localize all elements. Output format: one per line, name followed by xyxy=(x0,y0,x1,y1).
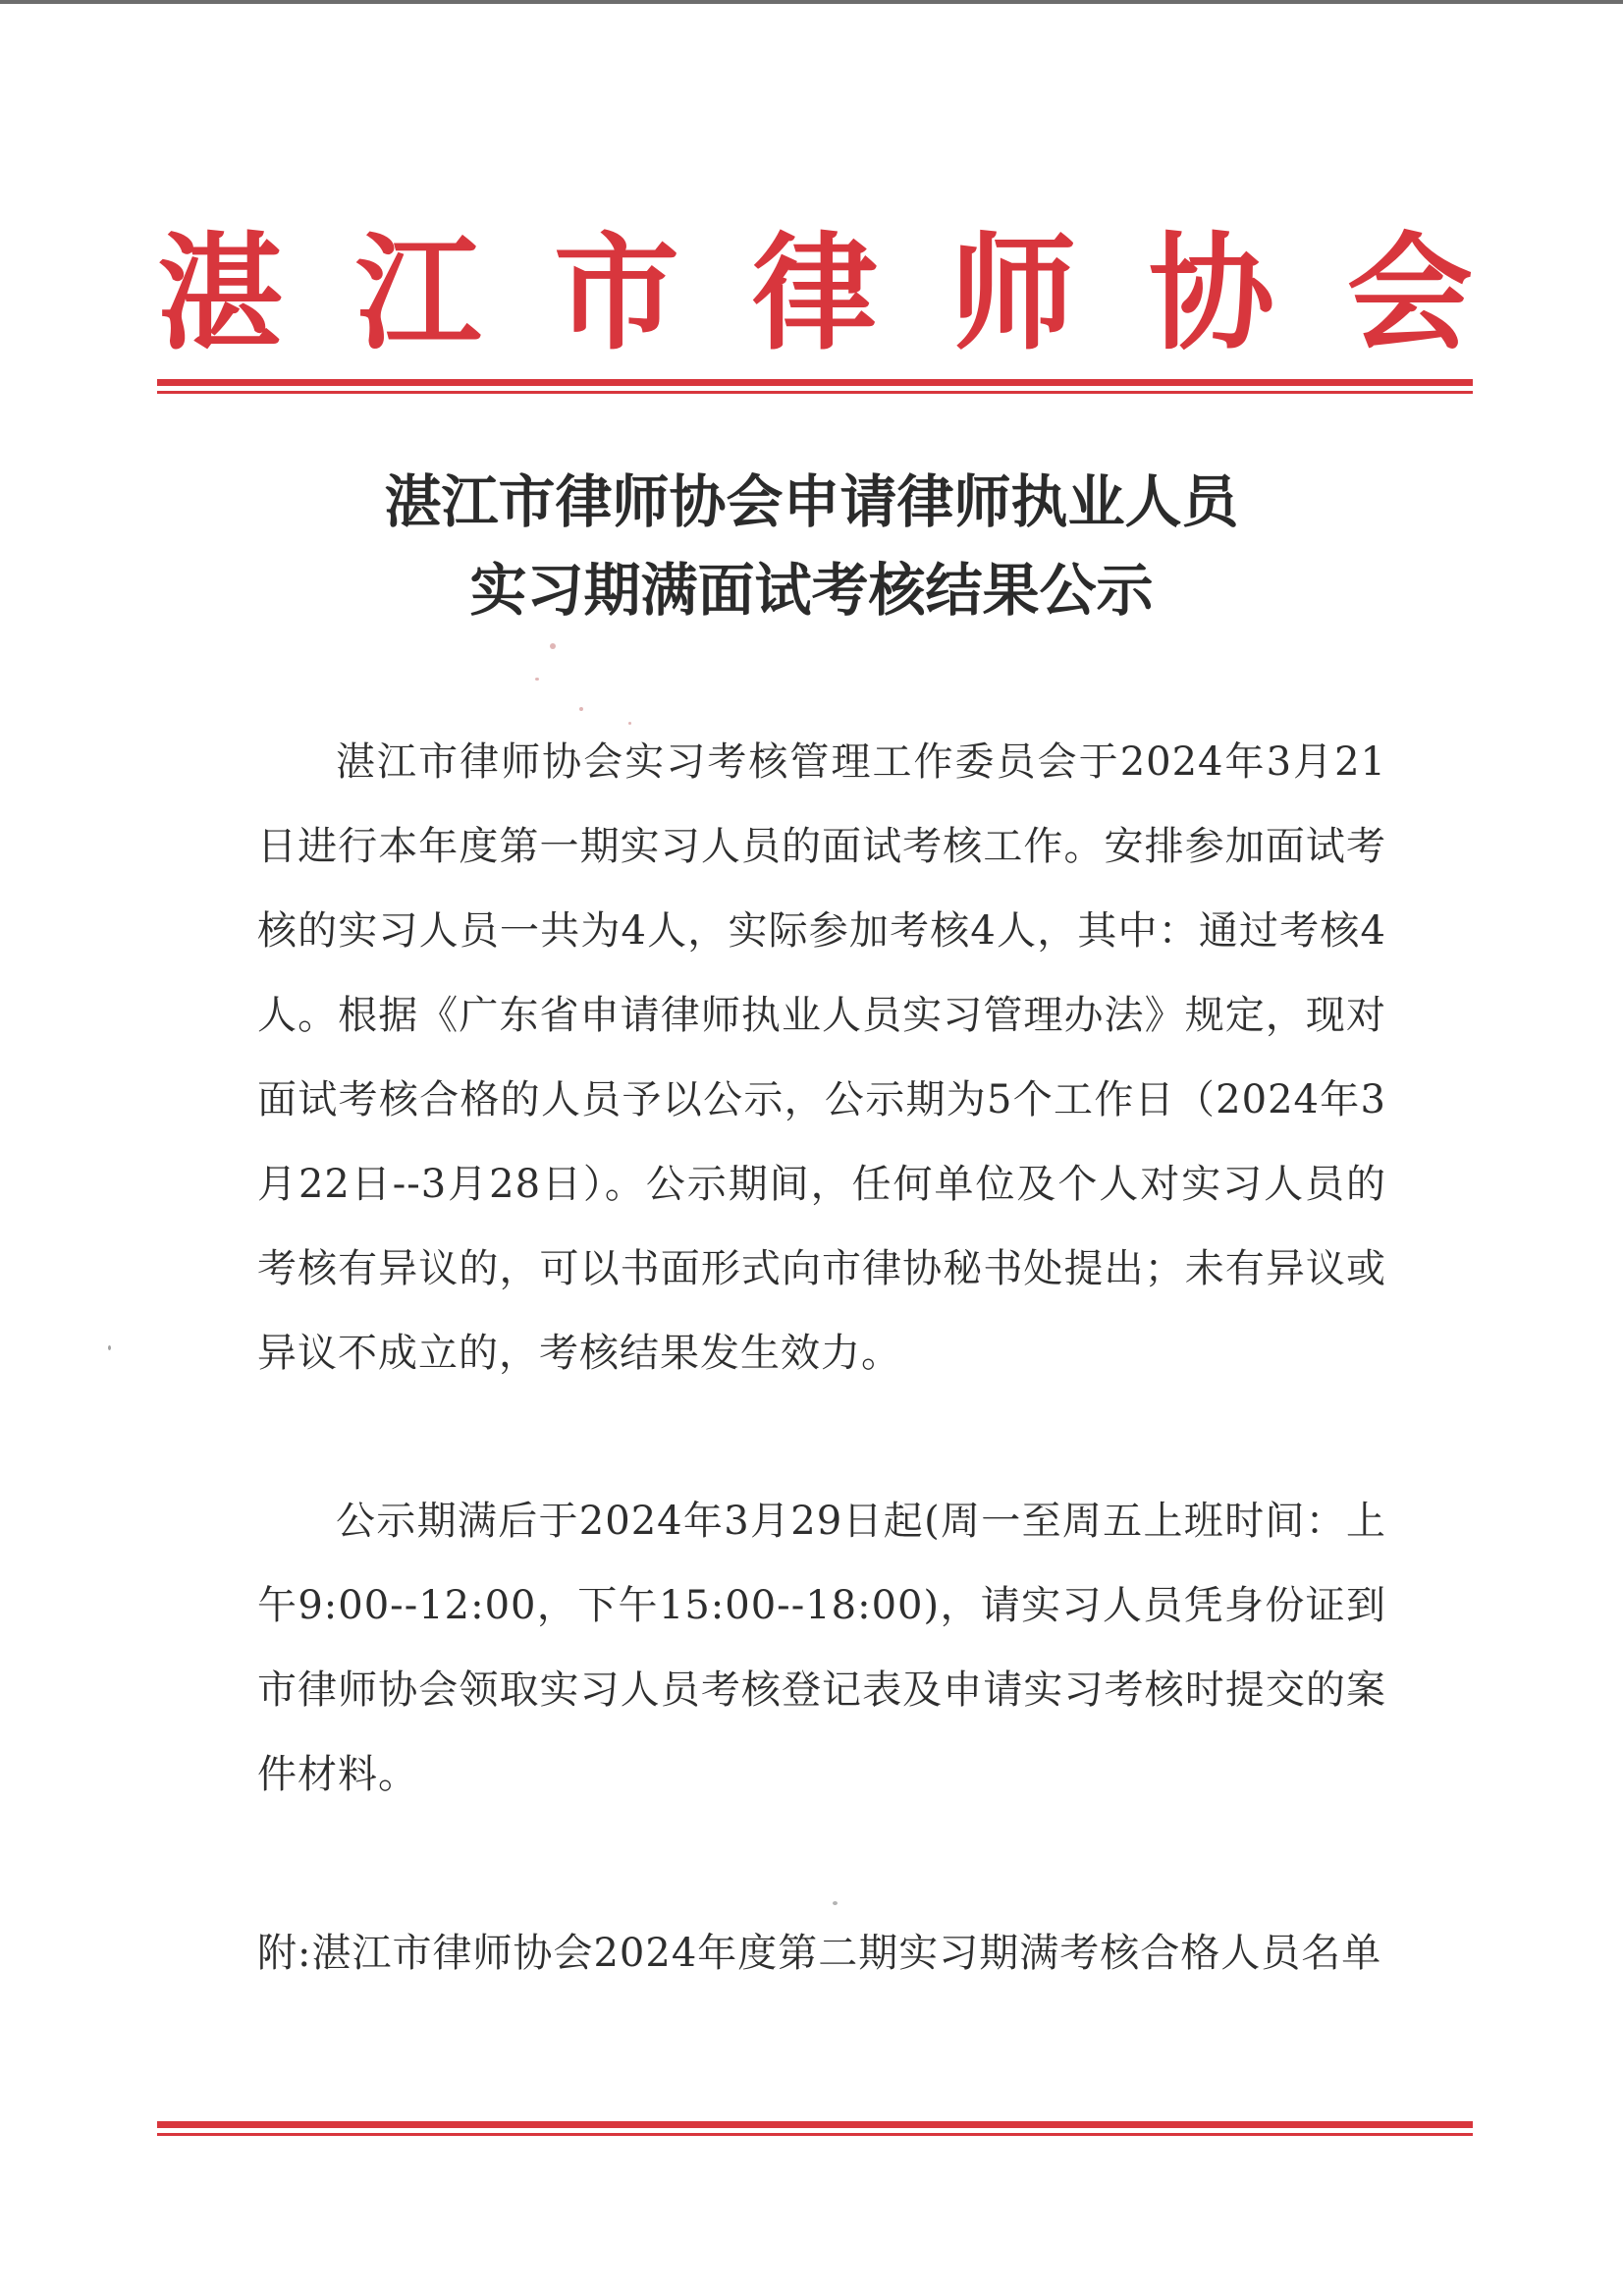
letterhead-divider xyxy=(157,379,1473,394)
paragraph-text: 公示期满后于2024年3月29日起(周一至周五上班时间：上午9:00--12:00，下午15:00--18:00)，请实习人员凭身份证到市律师协会领取实习人员考核登记表及申请实习考核时提交的案件材料。 xyxy=(257,1499,1386,1797)
attachment-note xyxy=(257,1911,1386,1995)
scan-speck xyxy=(550,643,556,649)
body-paragraph-1 xyxy=(257,720,1386,1395)
scan-speck xyxy=(108,1345,111,1350)
letterhead-title xyxy=(157,211,1473,378)
document-title-line-2: 实习期满面试考核结果公示 xyxy=(469,557,1154,624)
letterhead-char: 师 xyxy=(949,221,1076,367)
document-title-line-1: 湛江市律师协会申请律师执业人员 xyxy=(384,468,1239,535)
letterhead-char: 江 xyxy=(354,221,481,367)
paragraph-text: 湛江市律师协会实习考核管理工作委员会于2024年3月21日进行本年度第一期实习人员的面试考核工作。安排参加面试考核的实习人员一共为4人，实际参加考核4人，其中：通过考核4人。根据《广东省申请律师执业人员实习管理办法》规定，现对面试考核合格的人员予以公示，公示期为5个工作日（2024年3月22日--3月28日）。公示期间，任何单位及个人对实习人员的考核有异议的，可以书面形式向市律协秘书处提出；未有异议或异议不成立的，考核结果发生效力。 xyxy=(257,739,1386,1376)
scan-speck xyxy=(535,678,539,681)
scan-top-edge xyxy=(0,0,1623,4)
scan-speck xyxy=(579,707,583,711)
letterhead-char: 协 xyxy=(1148,221,1274,367)
attachment-text: 附:湛江市律师协会2024年度第二期实习期满考核合格人员名单 xyxy=(257,1931,1382,1976)
letterhead-char: 会 xyxy=(1346,221,1473,367)
letterhead-char: 律 xyxy=(751,221,878,367)
letterhead-char: 市 xyxy=(553,221,679,367)
footer-divider xyxy=(157,2121,1473,2136)
letterhead-char: 湛 xyxy=(157,221,284,367)
scan-speck xyxy=(833,1901,838,1905)
body-paragraph-2 xyxy=(257,1479,1386,1817)
